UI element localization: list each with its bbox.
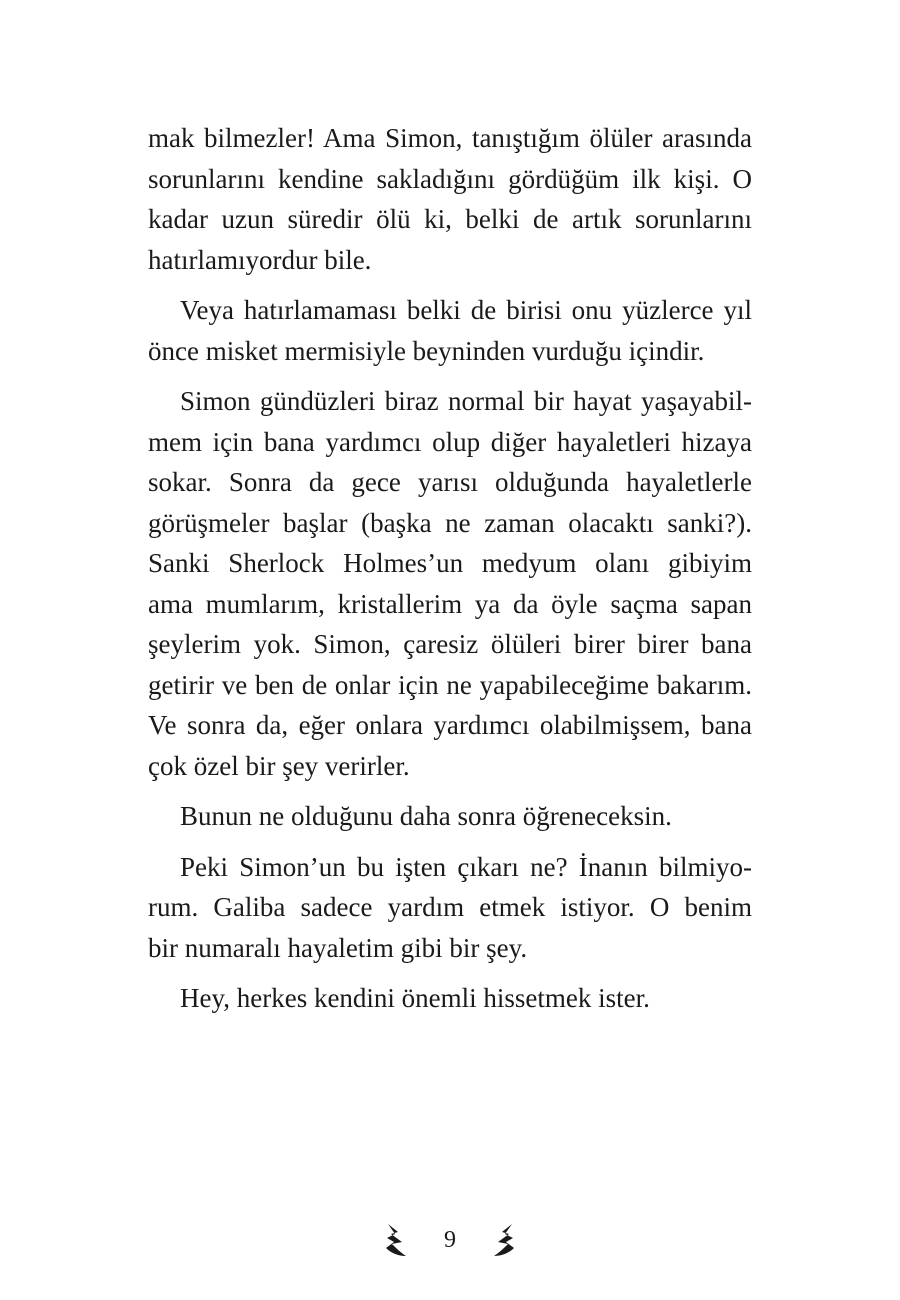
text-line: Bunun ne olduğunu daha sonra öğreneceksin.: [180, 801, 672, 831]
paragraph: [148, 978, 752, 1019]
text-line: mem için bana yardımcı olup diğer hayaletleri hizaya: [148, 426, 752, 457]
text-line: ama mumlarım, kristallerim ya da öyle saçma sapan: [148, 588, 752, 619]
paragraph: [148, 118, 752, 280]
text-line: sokar. Sonra da gece yarısı olduğunda hayaletlerle: [148, 467, 752, 497]
text-line: Veya hatırlamaması belki de birisi onu yüzlerce yıl: [180, 295, 752, 325]
text-line: sorunlarını kendine sakladığını gördüğüm ilk kişi. O: [148, 163, 752, 194]
text-line: mak bilmezler! Ama Simon, tanıştığım ölüler arasında: [148, 123, 752, 153]
flourish-left-icon: [382, 1220, 410, 1260]
text-line: bir numaralı hayaletim gibi bir şey.: [148, 932, 528, 963]
text-line: önce misket mermisiyle beyninden vurduğu içindir.: [148, 335, 705, 366]
text-line: Peki Simon’un bu işten çıkarı ne? İnanın bilmiyo-: [180, 851, 752, 882]
text-line: Hey, herkes kendini önemli hissetmek ister.: [180, 983, 650, 1013]
text-line: hatırlamıyordur bile.: [148, 244, 372, 275]
text-line: Ve sonra da, eğer onlara yardımcı olabilmişsem, bana: [148, 710, 752, 740]
text-line: rum. Galiba sadece yardım etmek istiyor. O benim: [148, 892, 752, 922]
text-line: Sanki Sherlock Holmes’un medyum olanı gibiyim: [148, 548, 752, 578]
flourish-right-icon: [490, 1220, 518, 1260]
page-footer: [0, 1218, 900, 1262]
text-line: şeylerim yok. Simon, çaresiz ölüleri birer birer bana: [148, 629, 752, 659]
text-line: Simon gündüzleri biraz normal bir hayat yaşayabil-: [180, 386, 752, 416]
text-line: görüşmeler başlar (başka ne zaman olacaktı sanki?).: [148, 507, 752, 538]
text-line: kadar uzun süredir ölü ki, belki de artık sorunlarını: [148, 204, 752, 234]
body-text: [148, 118, 752, 1029]
text-line: çok özel bir şey verirler.: [148, 750, 410, 781]
text-line: getirir ve ben de onlar için ne yapabileceğime bakarım.: [148, 669, 752, 700]
page-number: 9: [444, 1226, 456, 1253]
paragraph: [148, 796, 752, 837]
paragraph: [148, 847, 752, 969]
paragraph: [148, 290, 752, 371]
paragraph: [148, 381, 752, 786]
